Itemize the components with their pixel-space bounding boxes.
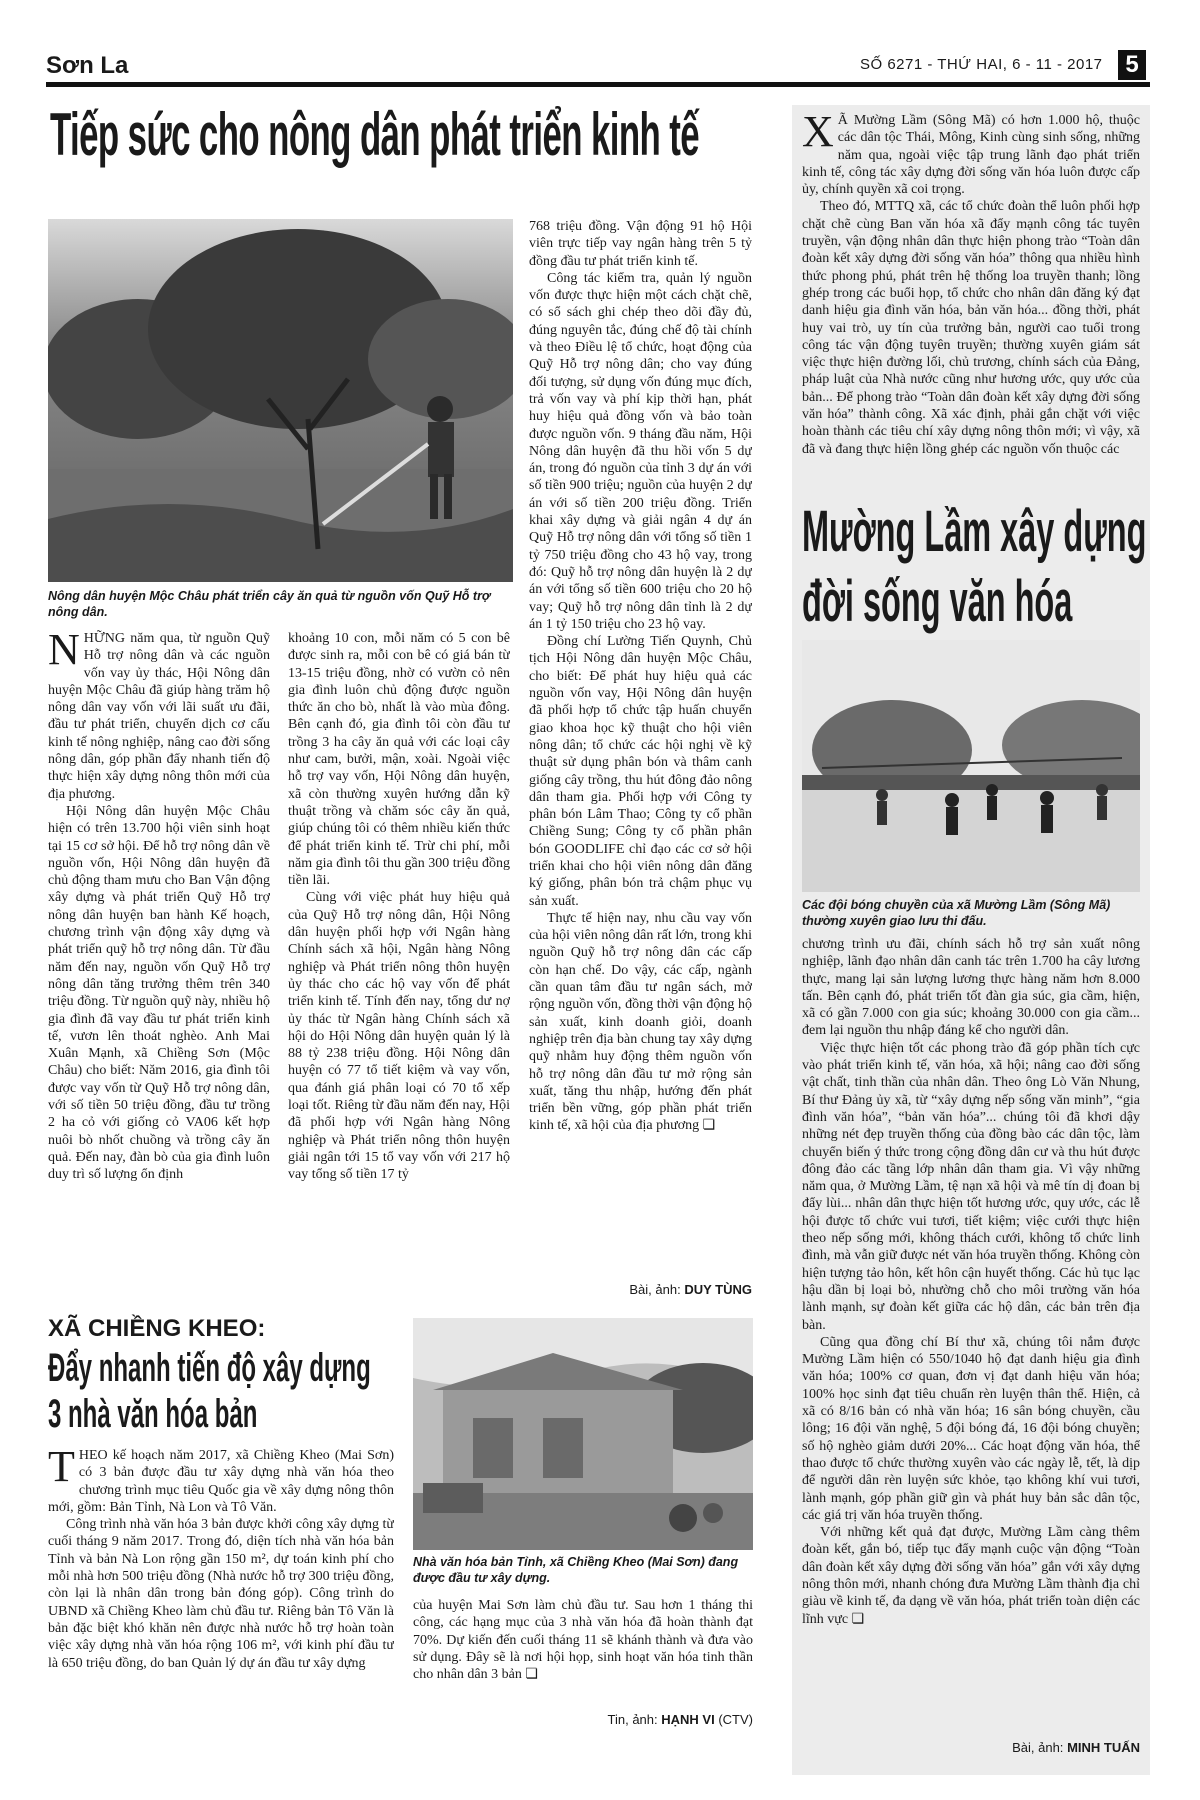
- article1-title: Tiếp sức cho nông dân phát triển kinh tế: [50, 101, 700, 168]
- article1-col3-p3: Đồng chí Lường Tiến Quynh, Chủ tịch Hội Nông dân huyện Mộc Châu, cho biết: Để phát huy hiệu quả các nguồn vốn vay, Hội Nông dân huyện đã phối hợp tổ chức tập huấn chuyển giao khoa học kỹ thuật cho hội viên nông dân; tổ chức các hội nghị về kỹ thuật sử dụng phân bón và thâm canh giống cây trồng, thu hút đông đảo nông dân tham gia. Phối hợp với Công ty phân bón Lâm Thao; Công ty cổ phần Chiềng Sung; Công ty cổ phần phân bón GOODLIFE chỉ đạo các cơ sở hội triển khai cho hội viên nông dân đăng ký giống, phân bón trả chậm phục vụ sản xuất.: [529, 634, 752, 909]
- page-number: 5: [1118, 50, 1146, 80]
- article1-col3-p1: 768 triệu đồng. Vận động 91 hộ Hội viên trực tiếp vay ngân hàng trên 5 tỷ đồng đầu tư phát triển kinh tế.: [529, 219, 752, 269]
- article1-caption: Nông dân huyện Mộc Châu phát triển cây ăn quả từ nguồn vốn Quỹ Hỗ trợ nông dân.: [48, 589, 491, 619]
- credit-prefix: Bài, ảnh:: [1012, 1740, 1064, 1755]
- article3-bottom-p4: Với những kết quả đạt được, Mường Lầm càng thêm đoàn kết, gắn bó, tiếp tục đẩy mạnh cuộc vận động “Toàn dân đoàn kết xây dựng đời sống văn hóa” gắn với xây dựng nông thôn mới, nhanh chóng đưa Mường Lầm thành địa chỉ giàu về kinh tế, đa dạng về văn hóa, phát triển toàn diện các lĩnh vực ❏: [802, 1525, 1140, 1627]
- credit-author: DUY TÙNG: [684, 1282, 752, 1297]
- section-name: Sơn La: [46, 52, 129, 79]
- article2-col2-p1: của huyện Mai Sơn làm chủ đầu tư. Sau hơn 1 tháng thi công, các hạng mục của 3 nhà văn hóa đã hoàn thành đạt 70%. Dự kiến đến cuối tháng 11 sẽ khánh thành và đưa vào sử dụng. Đây sẽ là nơi hội họp, sinh hoạt văn hóa tinh thần cho nhân dân 3 bản ❏: [413, 1598, 753, 1683]
- article2-credit: [413, 1712, 753, 1727]
- article2-title-line1: Đẩy nhanh tiến độ xây dựng: [48, 1346, 371, 1390]
- article3-credit: [802, 1740, 1140, 1755]
- article1-credit: [529, 1282, 752, 1297]
- article1-col2-p2: Cùng với việc phát huy hiệu quả của Quỹ Hỗ trợ nông dân, Hội Nông dân huyện phối hợp với Ngân hàng Chính sách xã hội, Ngân hàng Nông nghiệp và Phát triển nông thôn huyện ủy thác cho các hộ vay vốn để phát triển kinh tế. Tính đến nay, tổng dư nợ ủy thác từ Ngân hàng Chính sách xã hội do Hội Nông dân huyện quản lý là 88 tỷ 238 triệu đồng. Hội Nông dân huyện có 77 tổ tiết kiệm và vay vốn, qua đánh giá phân loại có 70 tổ xếp loại tốt. Riêng từ đầu năm đến nay, Hội đã phối hợp với Ngân hàng Nông nghiệp và Phát triển nông thôn huyện giải ngân tới 15 tổ vay vốn với 217 hộ vay tổng số tiền 17 tỷ: [288, 890, 510, 1183]
- article2-col1-p2: Công trình nhà văn hóa 3 bản được khởi công xây dựng từ cuối tháng 9 năm 2017. Trong đó, diện tích nhà văn hóa bản Tỉnh và bản Nà Lon rộng gần 150 m², dự toán kinh phí cho mỗi nhà hơn 500 triệu đồng (Nhà nước hỗ trợ 300 triệu đồng, còn lại là nhân dân trong bản đóng góp). Công trình do UBND xã Chiềng Kheo làm chủ đầu tư. Riêng bản Tô Văn là bản đặc biệt khó khăn nên được nhà nước hỗ trợ hoàn toàn việc xây dựng nhà văn hóa rộng 106 m², với kinh phí đầu tư là 650 triệu đồng, do ban Quản lý dự án đầu tư xây dựng: [48, 1517, 394, 1671]
- article2-col1-p1: HEO kế hoạch năm 2017, xã Chiềng Kheo (Mai Sơn) có 3 bản được đầu tư xây dựng nhà văn hóa theo chương trình mục tiêu Quốc gia về xây dựng nông thôn mới, gồm: Bản Tỉnh, Nà Lon và Tô Văn.: [48, 1448, 394, 1515]
- article3-title-line1: Mường Lầm xây dựng: [802, 499, 1147, 564]
- article3-caption: Các đội bóng chuyền của xã Mường Lầm (Sông Mã) thường xuyên giao lưu thi đấu.: [802, 898, 1111, 928]
- article3-bottom-p2: Việc thực hiện tốt các phong trào đã góp phần tích cực vào phát triển kinh tế, văn hóa, xã hội; nâng cao đời sống vật chất, tinh thần của nhân dân. Theo ông Lò Văn Nhung, Bí thư Đảng ủy xã, từ “xây dựng nếp sống văn minh”, “gia đình văn hóa”, “bản văn hóa”... chúng tôi đã khơi dậy những nét đẹp truyền thống của đồng bào các dân tộc, làm chuyển biến ý thức trong cộng đồng dân cư và thu hút được đông đảo các tầng lớp nhân dân tham gia. Vì vậy những năm qua, ở Mường Lầm, tệ nạn xã hội và mê tín dị đoan bị đẩy lùi... nhân dân thực hiện tốt hương ước, quy ước, các lễ hội được tổ chức vui tươi, tiết kiệm; việc cưới thực hiện theo nếp sống mới, không thách cưới, không tổ chức linh đình, mà vẫn giữ được nét văn hóa truyền thống. Không còn hiện tượng tảo hôn, kết hôn cận huyết thống. Các hủ tục lạc hậu dần bị loại bỏ, nhường chỗ cho môi trường văn hóa lành mạnh, sự đoàn kết giữa các hộ dân, các bản trên địa bàn.: [802, 1040, 1140, 1333]
- article1-col2: [288, 630, 510, 1308]
- article2-caption: Nhà văn hóa bản Tỉnh, xã Chiềng Kheo (Mai Sơn) đang được đầu tư xây dựng.: [413, 1555, 739, 1585]
- credit-suffix: (CTV): [718, 1712, 753, 1727]
- credit-author: MINH TUẤN: [1067, 1740, 1140, 1755]
- volleyball-photo: [802, 640, 1140, 892]
- article2-col2: [413, 1597, 753, 1709]
- article1-col3: [529, 218, 752, 1278]
- farmer-photo: [48, 219, 513, 582]
- article3-bottom: [802, 936, 1140, 1736]
- article1-col1-p1: HỮNG năm qua, từ nguồn Quỹ Hỗ trợ nông dân và các nguồn vốn vay ủy thác, Hội Nông dân huyện Mộc Châu đã giúp hàng trăm hộ nông dân vay vốn với lãi suất ưu đãi, đầu tư phát triển, chuyển dịch cơ cấu kinh tế nông nghiệp, nâng cao đời sống nông dân, góp phần đẩy nhanh tiến độ thực hiện xây dựng nông thôn mới của địa phương.: [48, 631, 270, 802]
- article1-col3-p2: Công tác kiểm tra, quản lý nguồn vốn được thực hiện một cách chặt chẽ, có sổ sách ghi chép theo dõi đầy đủ, đúng nguyên tắc, đúng chế độ tài chính và theo Điều lệ tổ chức, hoạt động của Quỹ Hỗ trợ nông dân; cho vay đúng đối tượng, sử dụng vốn đúng mục đích, trả vốn vay và phí kịp thời hạn, phát huy hiệu quả đồng vốn và bảo toàn được nguồn vốn. 9 tháng đầu năm, Hội Nông dân huyện đã thu hồi vốn 5 dự án, trong đó nguồn của tỉnh 3 dự án với số tiền 900 triệu; nguồn của huyện 2 dự án với số tiền 200 triệu đồng. Triển khai xây dựng và giải ngân 4 dự án Quỹ Hỗ trợ nông dân với tổng số tiền 1 tỷ 750 triệu đồng cho 43 hộ vay, trong đó: Quỹ hỗ trợ nông dân huyện là 2 dự án với tổng số tiền 600 triệu cho 20 hộ vay; Quỹ hỗ trợ nông dân tỉnh là 2 dự án 1 tỷ 150 triệu cho 23 hộ vay.: [529, 270, 752, 632]
- credit-prefix: Bài, ảnh:: [629, 1282, 681, 1297]
- article3-top-p2: Theo đó, MTTQ xã, các tổ chức đoàn thể luôn phối hợp chặt chẽ cùng Ban văn hóa xã đẩy mạnh công tác tuyên truyền, vận động nhân dân thực hiện phong trào “Toàn dân đoàn kết xây dựng đời sống văn hóa” thông qua nhiều hình thức phong phú, phát trên hệ thống loa truyền thanh; lồng ghép trong các buổi họp, tổ chức cho nhân dân đăng ký đạt danh hiệu gia đình văn hóa, bản văn hóa... đồng thời, phát huy vai trò, uy tín của trưởng bản, người cao tuổi trong công tác vận động tuyên truyền; thường xuyên giám sát việc thực hiện đường lối, chủ trương, chính sách của Đảng, pháp luật của Nhà nước cũng như hương ước, quy ước của bản... Để phong trào “Toàn dân đoàn kết xây dựng đời sống văn hóa” thành công. Xã xác định, phải gắn chặt với việc hoàn thành các tiêu chí xây dựng nông thôn mới; vì vậy, xã đã và đang thực hiện lồng ghép các nguồn vốn thuộc các: [802, 199, 1140, 457]
- article2-kicker: XÃ CHIỀNG KHEO:: [48, 1315, 266, 1342]
- article3-bottom-p3: Cũng qua đồng chí Bí thư xã, chúng tôi nắm được Mường Lầm hiện có 550/1040 hộ đạt danh hiệu gia đình văn hóa; 100% cơ quan, đơn vị đạt danh hiệu văn hóa; 100% học sinh đạt tiêu chuẩn rèn luyện thân thể. Hiện, cả xã có 8/16 bản có nhà văn hóa; 16 sân bóng chuyền, cầu lông; 16 đội văn nghệ, 5 đội bóng đá, 16 đội bóng chuyền; số hộ nghèo giảm dưới 20%... Các hoạt động văn hóa, thể thao được tổ chức thường xuyên vào các ngày lễ, tết, là dịp để người dân rèn luyện sức khỏe, tạo không khí vui tươi, lành mạnh, góp phần giữ gìn và phát huy bản sắc dân tộc, các giá trị văn hóa truyền thống.: [802, 1334, 1140, 1523]
- header-rule: [46, 82, 1150, 87]
- construction-photo: [413, 1318, 753, 1550]
- article1-col2-p1: khoảng 10 con, mỗi năm có 5 con bê được sinh ra, mỗi con bê có giá bán từ 13-15 triệu đồng, nhờ có vườn cỏ nên gia đình luôn chủ động được nguồn thức ăn cho bò, nhất là vào mùa đông. Bên cạnh đó, gia đình tôi còn đầu tư trồng 3 ha cây ăn quả với các loại cây như cam, bưởi, mận, xoài. Ngoài việc hỗ trợ vay vốn, Hội Nông dân huyện, xã còn thường xuyên hướng dẫn kỹ thuật trồng và chăm sóc cây ăn quả, giúp chúng tôi có thêm nhiều kiến thức để phát triển kinh tế. Trừ chi phí, mỗi năm gia đình tôi thu gần 300 triệu đồng tiền lãi.: [288, 631, 510, 889]
- article1-col1-p2: Hội Nông dân huyện Mộc Châu hiện có trên 13.700 hội viên sinh hoạt tại 15 cơ sở hội. Để hỗ trợ nông dân về nguồn vốn, Hội Nông dân huyện đã chủ động tham mưu cho Ban Vận động xây dựng và phát triển Quỹ Hỗ trợ nông dân huyện ban hành Kế hoạch, chương trình vận động xây dựng và phát triển quỹ hỗ trợ nông dân. Từ đầu năm đến nay, nguồn vốn Quỹ Hỗ trợ nông dân tăng trưởng thêm trên 340 triệu đồng. Từ nguồn quỹ này, nhiều hộ gia đình đã vay đầu tư phát triển kinh tế, vươn lên thoát nghèo. Anh Mai Xuân Mạnh, xã Chiềng Sơn (Mộc Châu) cho biết: Năm 2016, gia đình tôi được vay vốn từ Quỹ Hỗ trợ nông dân, với số tiền 50 triệu đồng, đầu tư trồng 2 ha cỏ với giống cỏ VA06 kết hợp nuôi bò nhốt chuồng và trồng cây ăn quả. Đến nay, đàn bò của gia đình luôn duy trì số lượng ổn định: [48, 803, 270, 1183]
- article2-col1: THEO kế hoạch năm 2017, xã Chiềng Kheo (Mai Sơn) có 3 bản được đầu tư xây dựng nhà văn hóa theo chương trình mục tiêu Quốc gia về xây dựng nông thôn mới, gồm: Bản Tỉnh, Nà Lon và Tô Văn. Công trình nhà văn hóa 3 bản được khởi công xây dựng từ cuối tháng 9 năm 2017. Trong đó, diện tích nhà văn hóa bản Tỉnh và bản Nà Lon rộng gần 150 m², dự toán kinh phí cho mỗi nhà hơn 500 triệu đồng (Nhà nước hỗ trợ 300 triệu đồng, còn lại là nhân dân trong bản đóng góp). Công trình do UBND xã Chiềng Kheo làm chủ đầu tư. Riêng bản Tô Văn là bản đặc biệt khó khăn nên được nhà nước hỗ trợ hoàn toàn việc xây dựng nhà văn hóa rộng 106 m², với kinh phí đầu tư là 650 triệu đồng, do ban Quản lý dự án đầu tư xây dựng: [48, 1447, 394, 1671]
- credit-prefix: Tin, ảnh:: [607, 1712, 658, 1727]
- article3-bottom-p1: chương trình ưu đãi, chính sách hỗ trợ sản xuất nông nghiệp, lãnh đạo nhân dân canh tác trên 1.700 ha cây lương thực, mang lại sản lượng lương thực hàng năm hơn 8.000 tấn. Bên cạnh đó, phát triển tốt đàn gia súc, gia cầm, hiện, xã có gần 7.000 con gia súc; khoảng 30.000 con gia cầm... đem lại nguồn thu nhập đáng kể cho người dân.: [802, 937, 1140, 1039]
- article3-top: X Ã Mường Lầm (Sông Mã) có hơn 1.000 hộ, thuộc các dân tộc Thái, Mông, Kinh cùng sinh sống, những năm qua, ngoài việc tập trung lãnh đạo phát triển kinh tế, công tác xây dựng đời sống văn hóa luôn được cấp ủy, chính quyền xã coi trọng. Theo đó, MTTQ xã, các tổ chức đoàn thể luôn phối hợp chặt chẽ cùng Ban văn hóa xã đẩy mạnh công tác tuyên truyền, vận động nhân dân thực hiện phong trào “Toàn dân đoàn kết xây dựng đời sống văn hóa” thông qua nhiều hình thức phong phú, phát trên hệ thống loa truyền thanh; lồng ghép trong các buổi họp, tổ chức cho nhân dân đăng ký đạt danh hiệu gia đình văn hóa, bản văn hóa... đồng thời, phát huy vai trò, uy tín của trưởng bản, người cao tuổi trong công tác vận động tuyên truyền; thường xuyên giám sát việc thực hiện đường lối, chủ trương, chính sách của Đảng, pháp luật của Nhà nước cũng như hương ước, quy ước của bản... Để phong trào “Toàn dân đoàn kết xây dựng đời sống văn hóa” thành công. Xã xác định, phải gắn chặt với việc hoàn thành các tiêu chí xây dựng nông thôn mới; vì vậy, xã đã và đang thực hiện lồng ghép các nguồn vốn thuộc các: [802, 112, 1140, 457]
- article3-top-p1: Ã Mường Lầm (Sông Mã) có hơn 1.000 hộ, thuộc các dân tộc Thái, Mông, Kinh cùng sinh sống, những năm qua, ngoài việc tập trung lãnh đạo phát triển kinh tế, công tác xây dựng đời sống văn hóa luôn được cấp ủy, chính quyền xã coi trọng.: [802, 113, 1140, 198]
- issue-info: SỐ 6271 - THỨ HAI, 6 - 11 - 2017: [860, 56, 1103, 73]
- article2-title-line2: 3 nhà văn hóa bản: [48, 1392, 258, 1436]
- credit-author: HẠNH VI: [661, 1712, 715, 1727]
- article1-col3-p4: Thực tế hiện nay, nhu cầu vay vốn của hội viên nông dân rất lớn, trong khi nguồn Quỹ hỗ trợ nông dân các cấp còn hạn chế. Do vậy, các cấp, ngành cần quan tâm đầu tư ngân sách, mở rộng nguồn vốn, đồng thời vận động hộ sản xuất, kinh doanh giỏi, doanh nghiệp trên địa bàn chung tay xây dựng quỹ nhằm huy động thêm nguồn vốn hỗ trợ nông dân đầu tư mở rộng sản xuất, tăng thu nhập, hướng đến phát triển bền vững, góp phần phát triển kinh tế, xã hội của địa phương ❏: [529, 910, 752, 1134]
- article1-col1: NHỮNG năm qua, từ nguồn Quỹ Hỗ trợ nông dân và các nguồn vốn vay ủy thác, Hội Nông dân huyện Mộc Châu đã giúp hàng trăm hộ nông dân vay vốn với lãi suất ưu đãi, đầu tư phát triển, chuyển dịch cơ cấu kinh tế nông nghiệp, nâng cao đời sống nông dân, góp phần đẩy nhanh tiến độ thực hiện xây dựng nông thôn mới của địa phương. Hội Nông dân huyện Mộc Châu hiện có trên 13.700 hội viên sinh hoạt tại 15 cơ sở hội. Để hỗ trợ nông dân về nguồn vốn, Hội Nông dân huyện đã chủ động tham mưu cho Ban Vận động xây dựng và phát triển Quỹ Hỗ trợ nông dân huyện ban hành Kế hoạch, chương trình vận động xây dựng và phát triển quỹ hỗ trợ nông dân. Từ đầu năm đến nay, nguồn vốn Quỹ Hỗ trợ nông dân tăng trưởng thêm trên 340 triệu đồng. Từ nguồn quỹ này, nhiều hộ gia đình đã vay đầu tư phát triển kinh tế, vươn lên thoát nghèo. Anh Mai Xuân Mạnh, xã Chiềng Sơn (Mộc Châu) cho biết: Năm 2016, gia đình tôi được vay vốn từ Quỹ Hỗ trợ nông dân, với số tiền 50 triệu đồng, đầu tư trồng 2 ha cỏ với giống cỏ VA06 kết hợp nuôi bò nhốt chuồng và trồng cây ăn quả. Đến nay, đàn bò của gia đình luôn duy trì số lượng ổn định: [48, 630, 270, 1183]
- article3-title-line2: đời sống văn hóa: [802, 569, 1073, 634]
